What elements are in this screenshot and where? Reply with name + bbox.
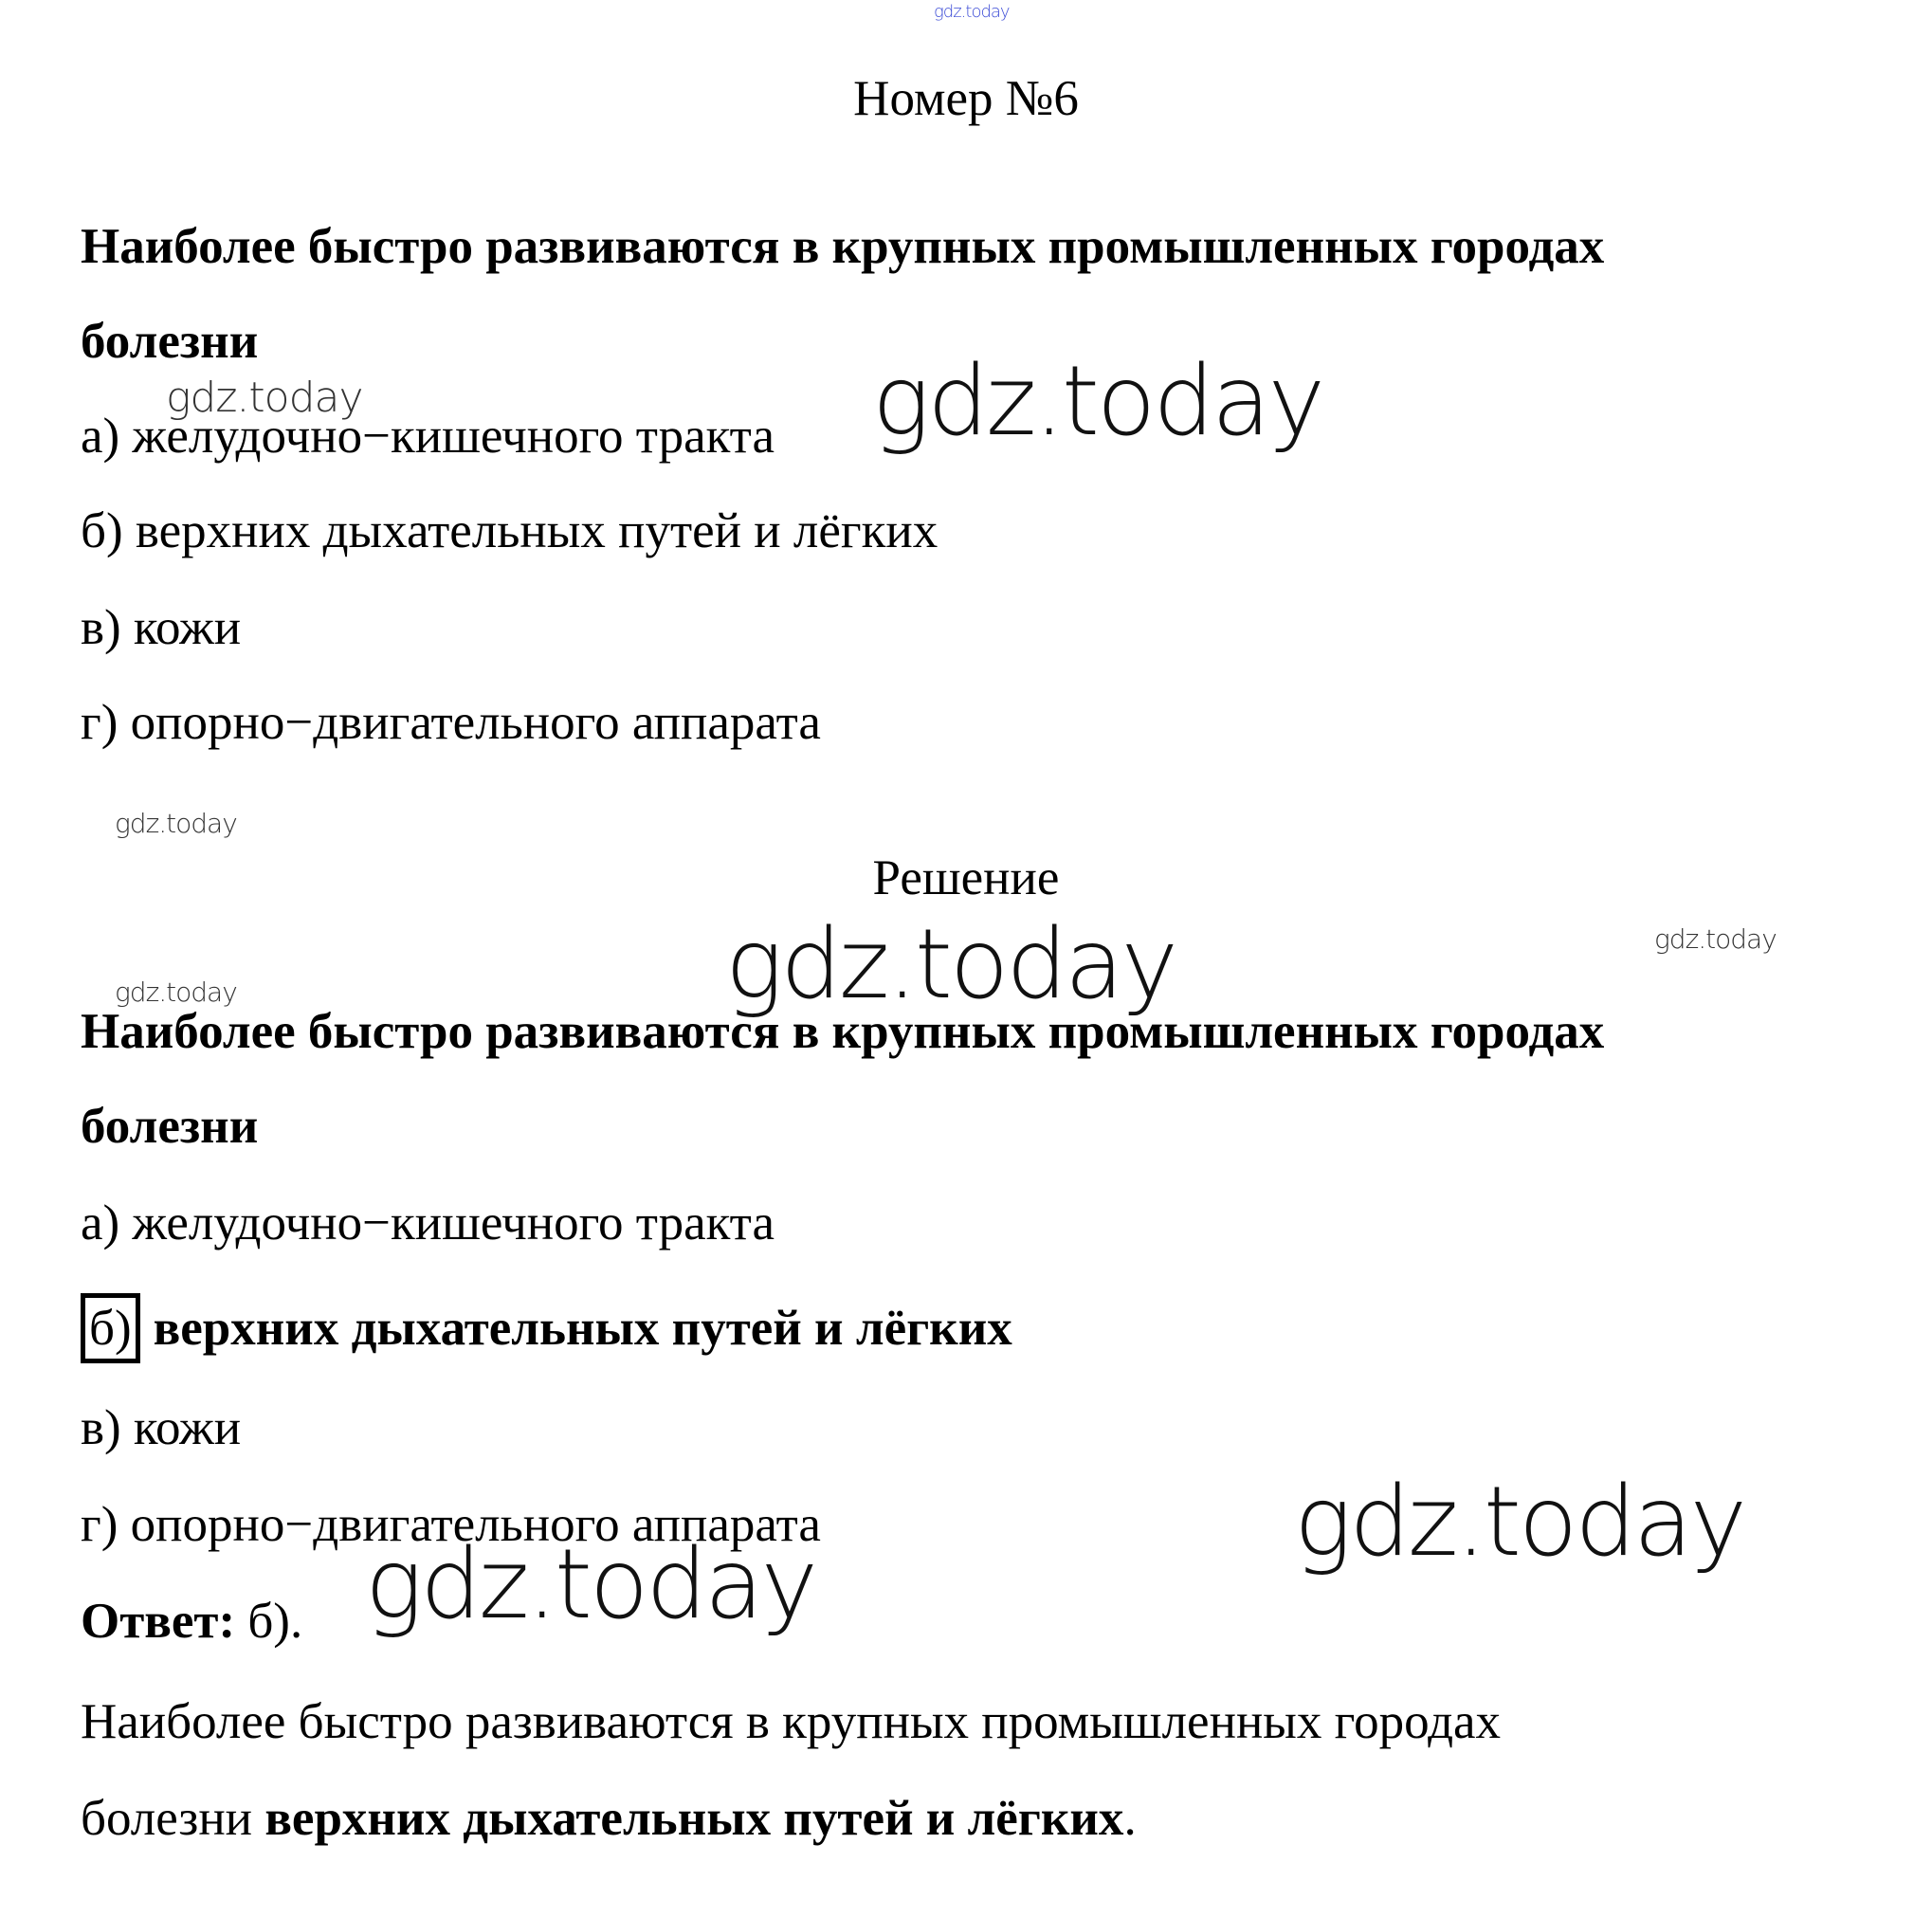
conclusion-answer: верхних дыхательных путей и лёгких xyxy=(264,1791,1124,1846)
solution-option-d: г) опорно−двигательного аппарата xyxy=(81,1497,821,1552)
watermark-large-3: gdz.today xyxy=(1294,1466,1744,1579)
solution-option-c: в) кожи xyxy=(81,1400,242,1455)
solution-stem-line2: болезни xyxy=(81,1099,259,1154)
question-option-a: а) желудочно−кишечного тракта xyxy=(81,409,775,464)
answer-label: Ответ: xyxy=(81,1594,236,1649)
question-stem-line2: болезни xyxy=(81,314,259,369)
watermark-large-1: gdz.today xyxy=(872,345,1322,458)
solution-option-b-text: верхних дыхательных путей и лёгких xyxy=(153,1301,1012,1356)
answer-value: б). xyxy=(235,1594,303,1649)
conclusion-prefix: болезни xyxy=(81,1791,265,1846)
watermark-small-4: gdz.today xyxy=(115,977,237,1008)
conclusion-suffix: . xyxy=(1123,1791,1137,1846)
watermark-small-2: gdz.today xyxy=(115,808,237,839)
question-option-b: б) верхних дыхательных путей и лёгких xyxy=(81,503,939,558)
solution-stem-line1: Наиболее быстро развиваются в крупных промышленных городах xyxy=(81,1004,1605,1059)
conclusion-line1: Наиболее быстро развиваются в крупных промышленных городах xyxy=(81,1694,1502,1749)
watermark-small-1: gdz.today xyxy=(166,374,363,422)
conclusion-line2 xyxy=(81,1790,1137,1847)
question-option-d: г) опорно−двигательного аппарата xyxy=(81,695,821,750)
answer-line xyxy=(81,1593,302,1650)
solution-option-a: а) желудочно−кишечного тракта xyxy=(81,1196,775,1251)
page-title: Номер №6 xyxy=(853,71,1079,126)
question-option-c: в) кожи xyxy=(81,600,242,655)
watermark-large-2: gdz.today xyxy=(725,908,1176,1021)
watermark-top: gdz.today xyxy=(934,2,1010,22)
watermark-small-3: gdz.today xyxy=(1654,923,1777,955)
solution-option-b xyxy=(81,1293,1012,1363)
watermark-large-4: gdz.today xyxy=(365,1528,815,1641)
question-stem-line1: Наиболее быстро развиваются в крупных промышленных городах xyxy=(81,219,1605,274)
solution-heading: Решение xyxy=(872,850,1060,905)
selected-option-marker: б) xyxy=(81,1293,140,1363)
